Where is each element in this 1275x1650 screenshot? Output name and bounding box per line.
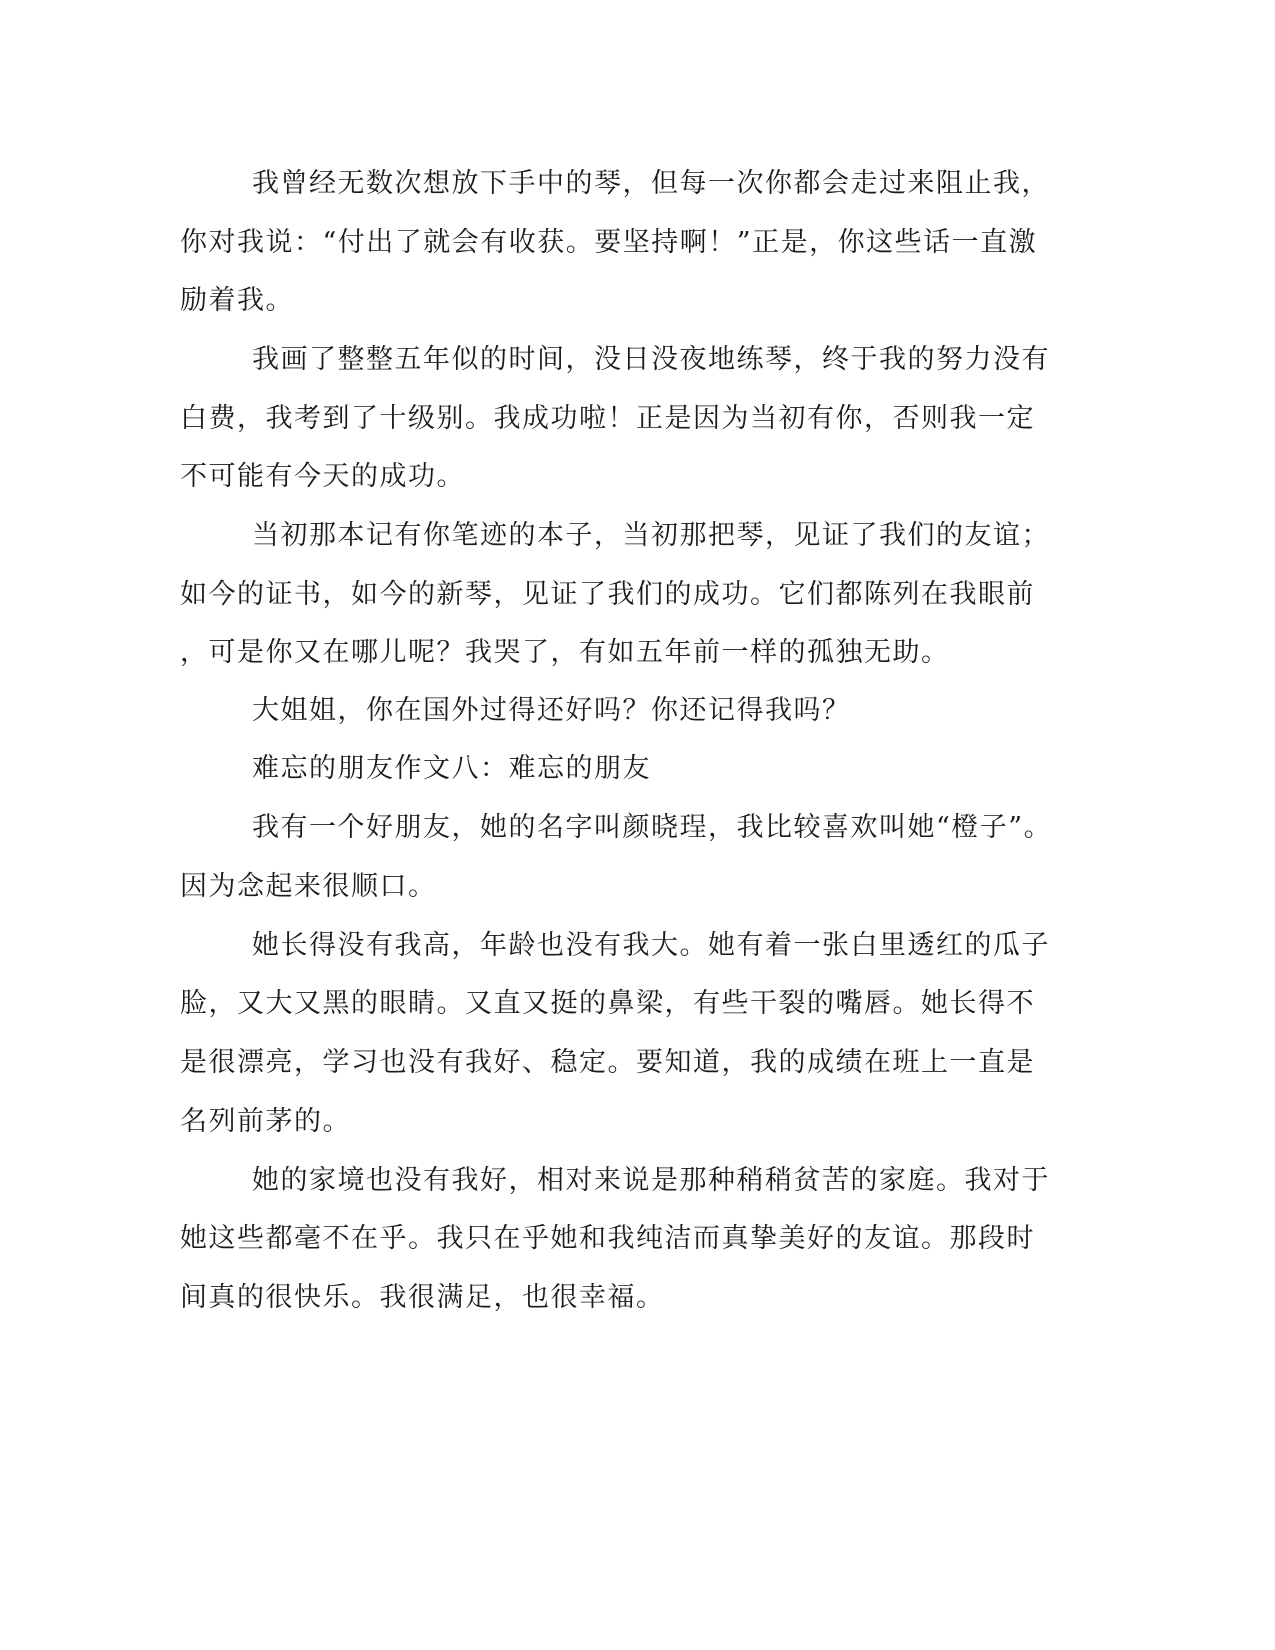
paragraph-4-line-1: 大姐姐，你在国外过得还好吗？你还记得我吗？ <box>252 695 851 726</box>
paragraph-7-line-1: 她长得没有我高，年龄也没有我大。她有着一张白里透红的瓜子 <box>252 930 1050 961</box>
paragraph-7-line-4: 名列前茅的。 <box>180 1106 351 1137</box>
paragraph-8-line-1: 她的家境也没有我好，相对来说是那种稍稍贫苦的家庭。我对于 <box>252 1165 1050 1196</box>
paragraph-6-line-1: 我有一个好朋友，她的名字叫颜晓珵，我比较喜欢叫她“橙子”。 <box>252 812 1053 843</box>
paragraph-3-line-1: 当初那本记有你笔迹的本子，当初那把琴，见证了我们的友谊； <box>252 520 1050 551</box>
paragraph-3-line-2: 如今的证书，如今的新琴，见证了我们的成功。它们都陈列在我眼前 <box>180 579 1035 610</box>
paragraph-3-line-3: ，可是你又在哪儿呢？我哭了，有如五年前一样的孤独无助。 <box>180 637 950 668</box>
paragraph-1-line-1: 我曾经无数次想放下手中的琴，但每一次你都会走过来阻止我， <box>252 168 1050 199</box>
section-heading: 难忘的朋友作文八：难忘的朋友 <box>252 753 651 784</box>
paragraph-7-line-3: 是很漂亮，学习也没有我好、稳定。要知道，我的成绩在班上一直是 <box>180 1047 1035 1078</box>
paragraph-8-line-3: 间真的很快乐。我很满足，也很幸福。 <box>180 1282 665 1313</box>
paragraph-1-line-3: 励着我。 <box>180 285 294 316</box>
paragraph-1-line-2: 你对我说：“付出了就会有收获。要坚持啊！”正是，你这些话一直激 <box>180 227 1038 258</box>
paragraph-7-line-2: 脸，又大又黑的眼睛。又直又挺的鼻梁，有些干裂的嘴唇。她长得不 <box>180 988 1035 1019</box>
paragraph-6-line-2: 因为念起来很顺口。 <box>180 871 437 902</box>
paragraph-8-line-2: 她这些都毫不在乎。我只在乎她和我纯洁而真挚美好的友谊。那段时 <box>180 1223 1035 1254</box>
paragraph-2-line-1: 我画了整整五年似的时间，没日没夜地练琴，终于我的努力没有 <box>252 344 1050 375</box>
paragraph-2-line-3: 不可能有今天的成功。 <box>180 461 465 492</box>
paragraph-2-line-2: 白费，我考到了十级别。我成功啦！正是因为当初有你，否则我一定 <box>180 403 1035 434</box>
